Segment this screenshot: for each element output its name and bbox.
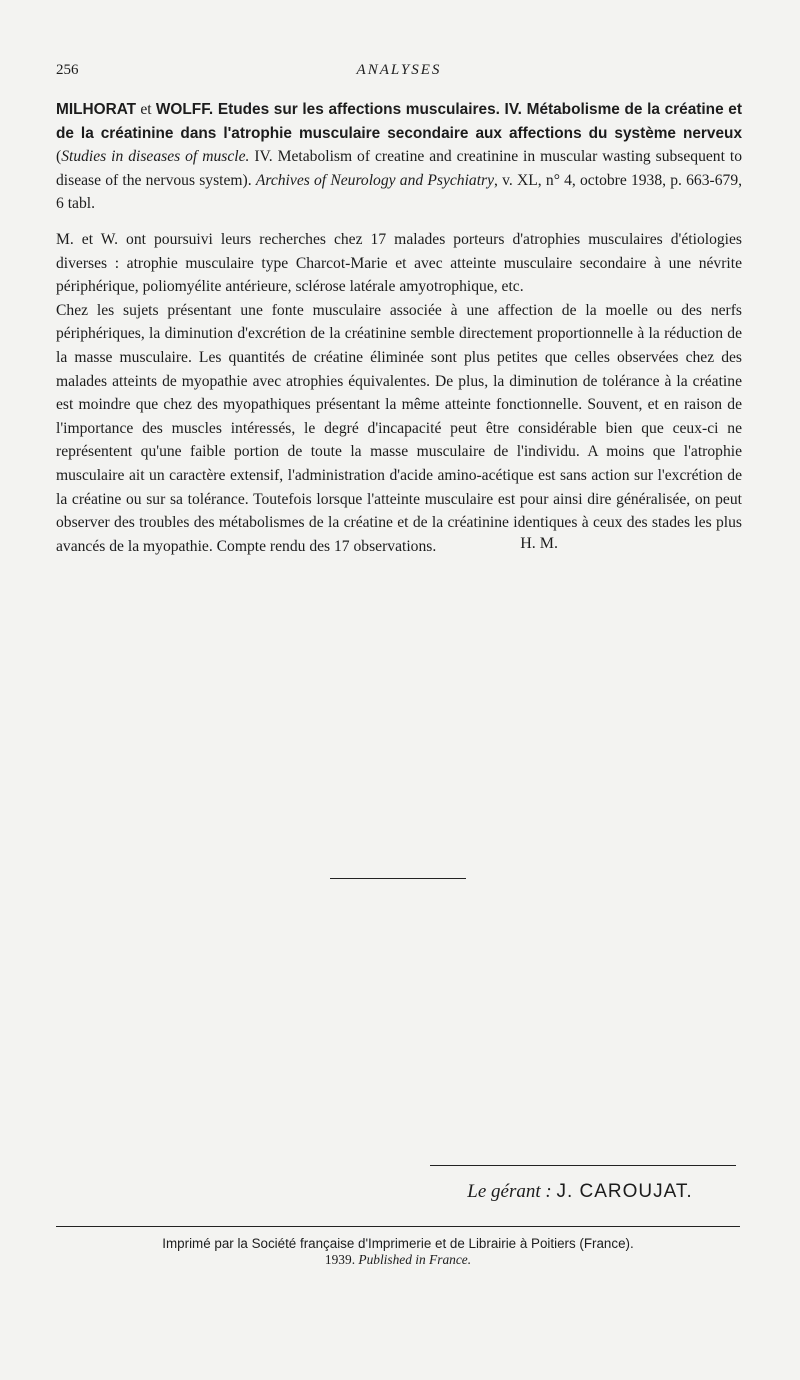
main-content: [56, 98, 742, 558]
author-1: MILHORAT: [56, 101, 137, 118]
section-divider: [330, 878, 466, 879]
gerant-label: Le gérant :: [467, 1181, 552, 1202]
author-conjunction: et: [136, 101, 156, 118]
running-head: ANALYSES: [356, 62, 442, 78]
gerant-rule: [430, 1165, 736, 1166]
signature-initials: H. M.: [520, 534, 558, 552]
final-paragraph-block: [56, 299, 742, 559]
page-header: [56, 62, 742, 84]
original-title-rest: IV. Metabolism of creatine and creatinine in muscular wasting subsequent to disease of the nervous system).: [56, 148, 742, 189]
journal-name: Archives of Neurology and Psychiatry: [255, 171, 495, 189]
imprint-year: 1939.: [324, 1252, 359, 1267]
page-number: 256: [56, 62, 79, 78]
published-in: Published in France.: [358, 1252, 472, 1267]
open-paren: (: [56, 148, 62, 166]
body-paragraph-2: Chez les sujets présentant une fonte musculaire associée à une affection de la moelle ou des nerfs périphériques, la diminution d'excrétion de la créatinine semble directement proportionnelle à la réduction de la masse musculaire. Les quantités de créatine éliminée sont plus petites que celles observées chez des malades atteints de myopathie avec atrophies équivalentes. De plus, la diminution de tolérance à la créatine est moindre que chez des myopathiques présentant la même atteinte fonctionnelle. Souvent, et en raison de l'importance des muscles intéressés, le degré d'incapacité peut être considérable bien que ceux-ci ne représentent qu'une faible portion de toute la masse musculaire de l'individu. A moins que l'atrophie musculaire ait un caractère extensif, l'administration d'acide amino-acétique est sans action sur l'excrétion de la créatine ou sur sa tolérance. Toutefois lorsque l'atteinte musculaire est pour ainsi dire généralisée, on peut observer des troubles des métabolismes de la créatine et de la créatinine identiques à ceux des stades les plus avancés de la myopathie. Compte rendu des 17 observations.: [56, 301, 742, 555]
imprint-line-2: [56, 1252, 740, 1268]
article-title: Etudes sur les affections musculaires. IV. Métabolisme de la créatine et de la créatinine dans l'atrophie musculaire secondaire aux affections du système nerveux: [56, 101, 742, 142]
reference-details: , v. XL, n° 4, octobre 1938, p. 663-679, 6 tabl.: [56, 171, 743, 213]
printer-imprint: [56, 1236, 740, 1268]
imprint-rule: [56, 1226, 740, 1227]
imprint-line-1: Imprimé par la Société française d'Imprimerie et de Librairie à Poitiers (France).: [162, 1236, 634, 1251]
body-paragraph-1: M. et W. ont poursuivi leurs recherches chez 17 malades porteurs d'atrophies musculaires d'étiologies diverses : atrophie musculaire type Charcot-Marie et avec atteinte musculaire secondaire à une névrite périphérique, poliomyélite antérieure, sclérose latérale amyotrophique, etc.: [56, 230, 742, 296]
author-2: WOLFF.: [155, 101, 214, 118]
gerant-name: J. CAROUJAT.: [556, 1181, 693, 1202]
original-title: Studies in diseases of muscle.: [61, 148, 250, 166]
gerant-line: [420, 1181, 740, 1203]
article-citation: [56, 98, 742, 216]
